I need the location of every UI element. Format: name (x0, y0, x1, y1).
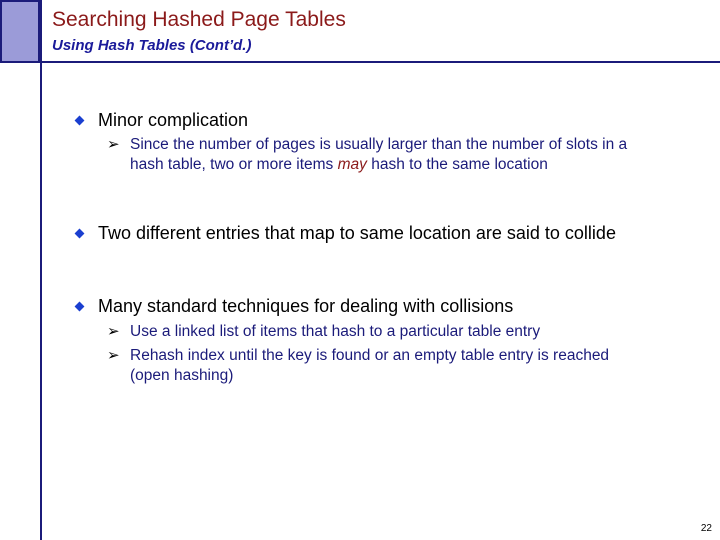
bullet-minor-complication: Minor complication (98, 110, 249, 130)
arrow-right-icon: ➢ (107, 135, 120, 153)
arrow-right-icon: ➢ (107, 322, 120, 340)
header-divider (40, 61, 720, 63)
sub-bullet-rehash: Rehash index until the key is found or an empty table entry is reached (open hashing) (130, 347, 610, 384)
arrow-right-icon: ➢ (107, 346, 120, 364)
left-frame-line (40, 0, 42, 540)
bullet-collision-techniques: Many standard techniques for dealing with collisions (98, 296, 514, 316)
sub-bullet-linked-list: Use a linked list of items that hash to a particular table entry (130, 323, 541, 340)
corner-block (0, 0, 40, 63)
sub-bullet-slots: Since the number of pages is usually larger than the number of slots in a hash table, two or more items may hash to the same location (130, 136, 628, 173)
bullet-collide: Two different entries that map to same location are said to collide (98, 223, 616, 243)
diamond-icon (75, 116, 85, 126)
diamond-icon (75, 302, 85, 312)
emphasis-may: may (337, 155, 367, 173)
slide-subtitle: Using Hash Tables (Cont’d.) (52, 37, 252, 54)
page-number: 22 (700, 523, 712, 534)
slide-title: Searching Hashed Page Tables (52, 8, 346, 31)
diamond-icon (75, 229, 85, 239)
